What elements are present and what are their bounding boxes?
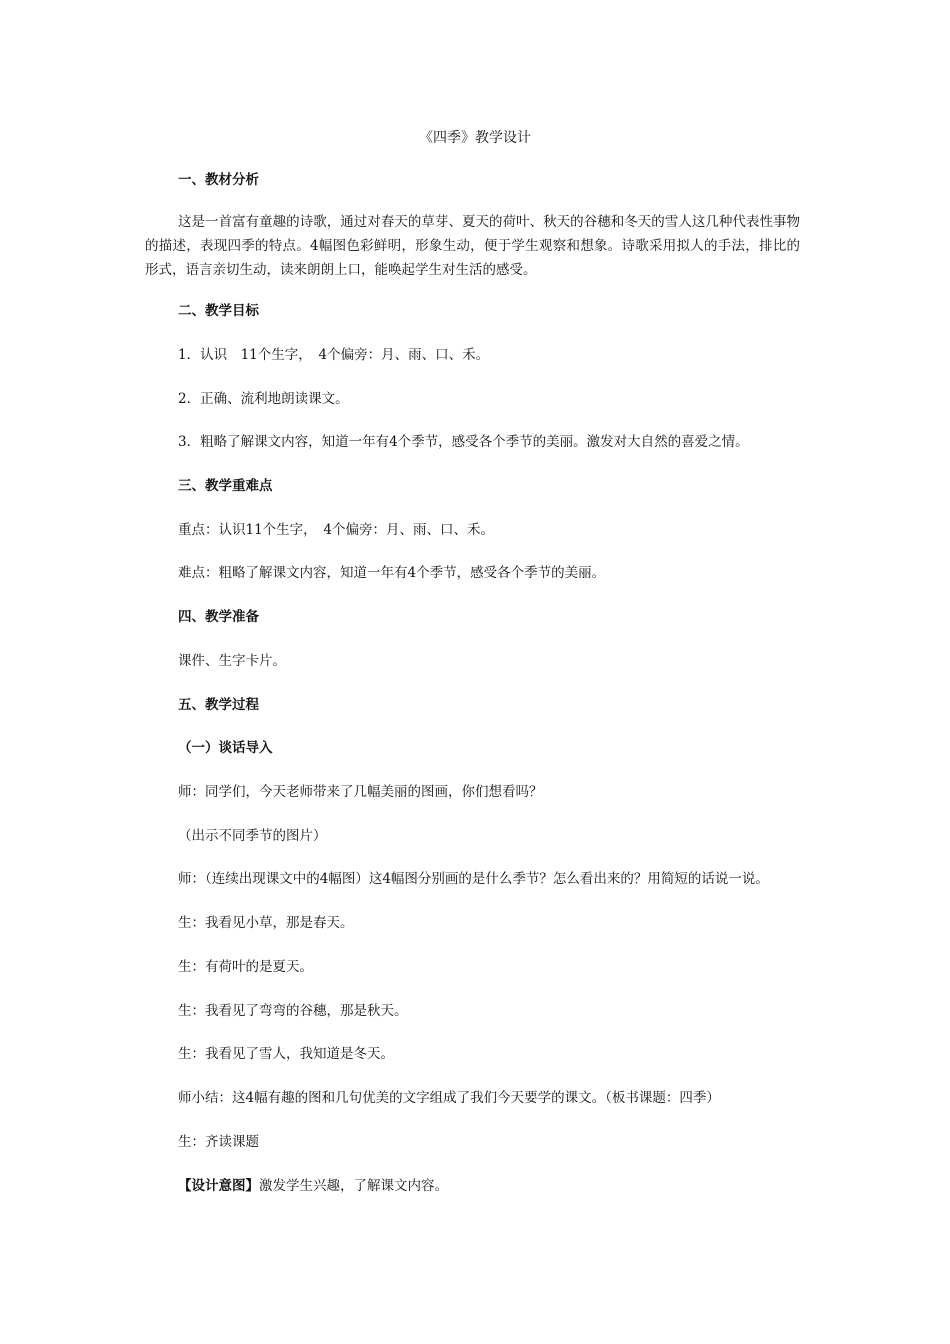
dialogue-line: 师小结：这4幅有趣的图和几句优美的文字组成了我们今天要学的课文。（板书课题：四季） [178,1090,720,1106]
dialogue-line: 生：我看见小草，那是春天。 [178,915,354,931]
section-heading-5: 五、教学过程 [178,697,259,713]
section-heading-4: 四、教学准备 [178,609,259,625]
dialogue-line: 生：齐读课题 [178,1134,259,1150]
document-title: 《四季》教学设计 [419,130,531,146]
objective-item-2: 2．正确、流利地朗读课文。 [178,391,349,407]
dialogue-line: 生：有荷叶的是夏天。 [178,959,313,975]
design-intent-label: 【设计意图】 [178,1178,259,1194]
difficult-point: 难点：粗略了解课文内容，知道一年有4个季节，感受各个季节的美丽。 [178,565,606,581]
section-1-paragraph: 这是一首富有童趣的诗歌，通过对春天的草芽、夏天的荷叶、秋天的谷穗和冬天的雪人这几种代表性事物的描述，表现四季的特点。4幅图色彩鲜明，形象生动，便于学生观察和想象。诗歌采用拟人的手法，排比的形式，语言亲切生动，读来朗朗上口，能唤起学生对生活的感受。 [145,214,800,278]
design-intent [178,1176,448,1196]
dialogue-line: 生：我看见了雪人，我知道是冬天。 [178,1046,394,1062]
dialogue-line: 师：（连续出现课文中的4幅图）这4幅图分别画的是什么季节？怎么看出来的？用简短的话说一说。 [178,871,769,887]
sub-heading-intro: （一）谈话导入 [178,740,273,756]
design-intent-text: 激发学生兴趣，了解课文内容。 [259,1178,448,1194]
dialogue-line: 生：我看见了弯弯的谷穗，那是秋天。 [178,1003,408,1019]
dialogue-line: （出示不同季节的图片） [178,828,327,844]
objective-item-1: 1．认识 11个生字， 4个偏旁：月、雨、口、禾。 [178,347,490,363]
key-point: 重点：认识11个生字， 4个偏旁：月、雨、口、禾。 [178,522,495,538]
objective-item-3: 3．粗略了解课文内容，知道一年有4个季节，感受各个季节的美丽。激发对大自然的喜爱之情。 [178,434,749,450]
preparation-text: 课件、生字卡片。 [178,653,286,669]
section-heading-3: 三、教学重难点 [178,478,273,494]
section-heading-2: 二、教学目标 [178,303,259,319]
section-heading-1: 一、教材分析 [178,172,259,188]
dialogue-line: 师：同学们，今天老师带来了几幅美丽的图画，你们想看吗？ [178,784,543,800]
